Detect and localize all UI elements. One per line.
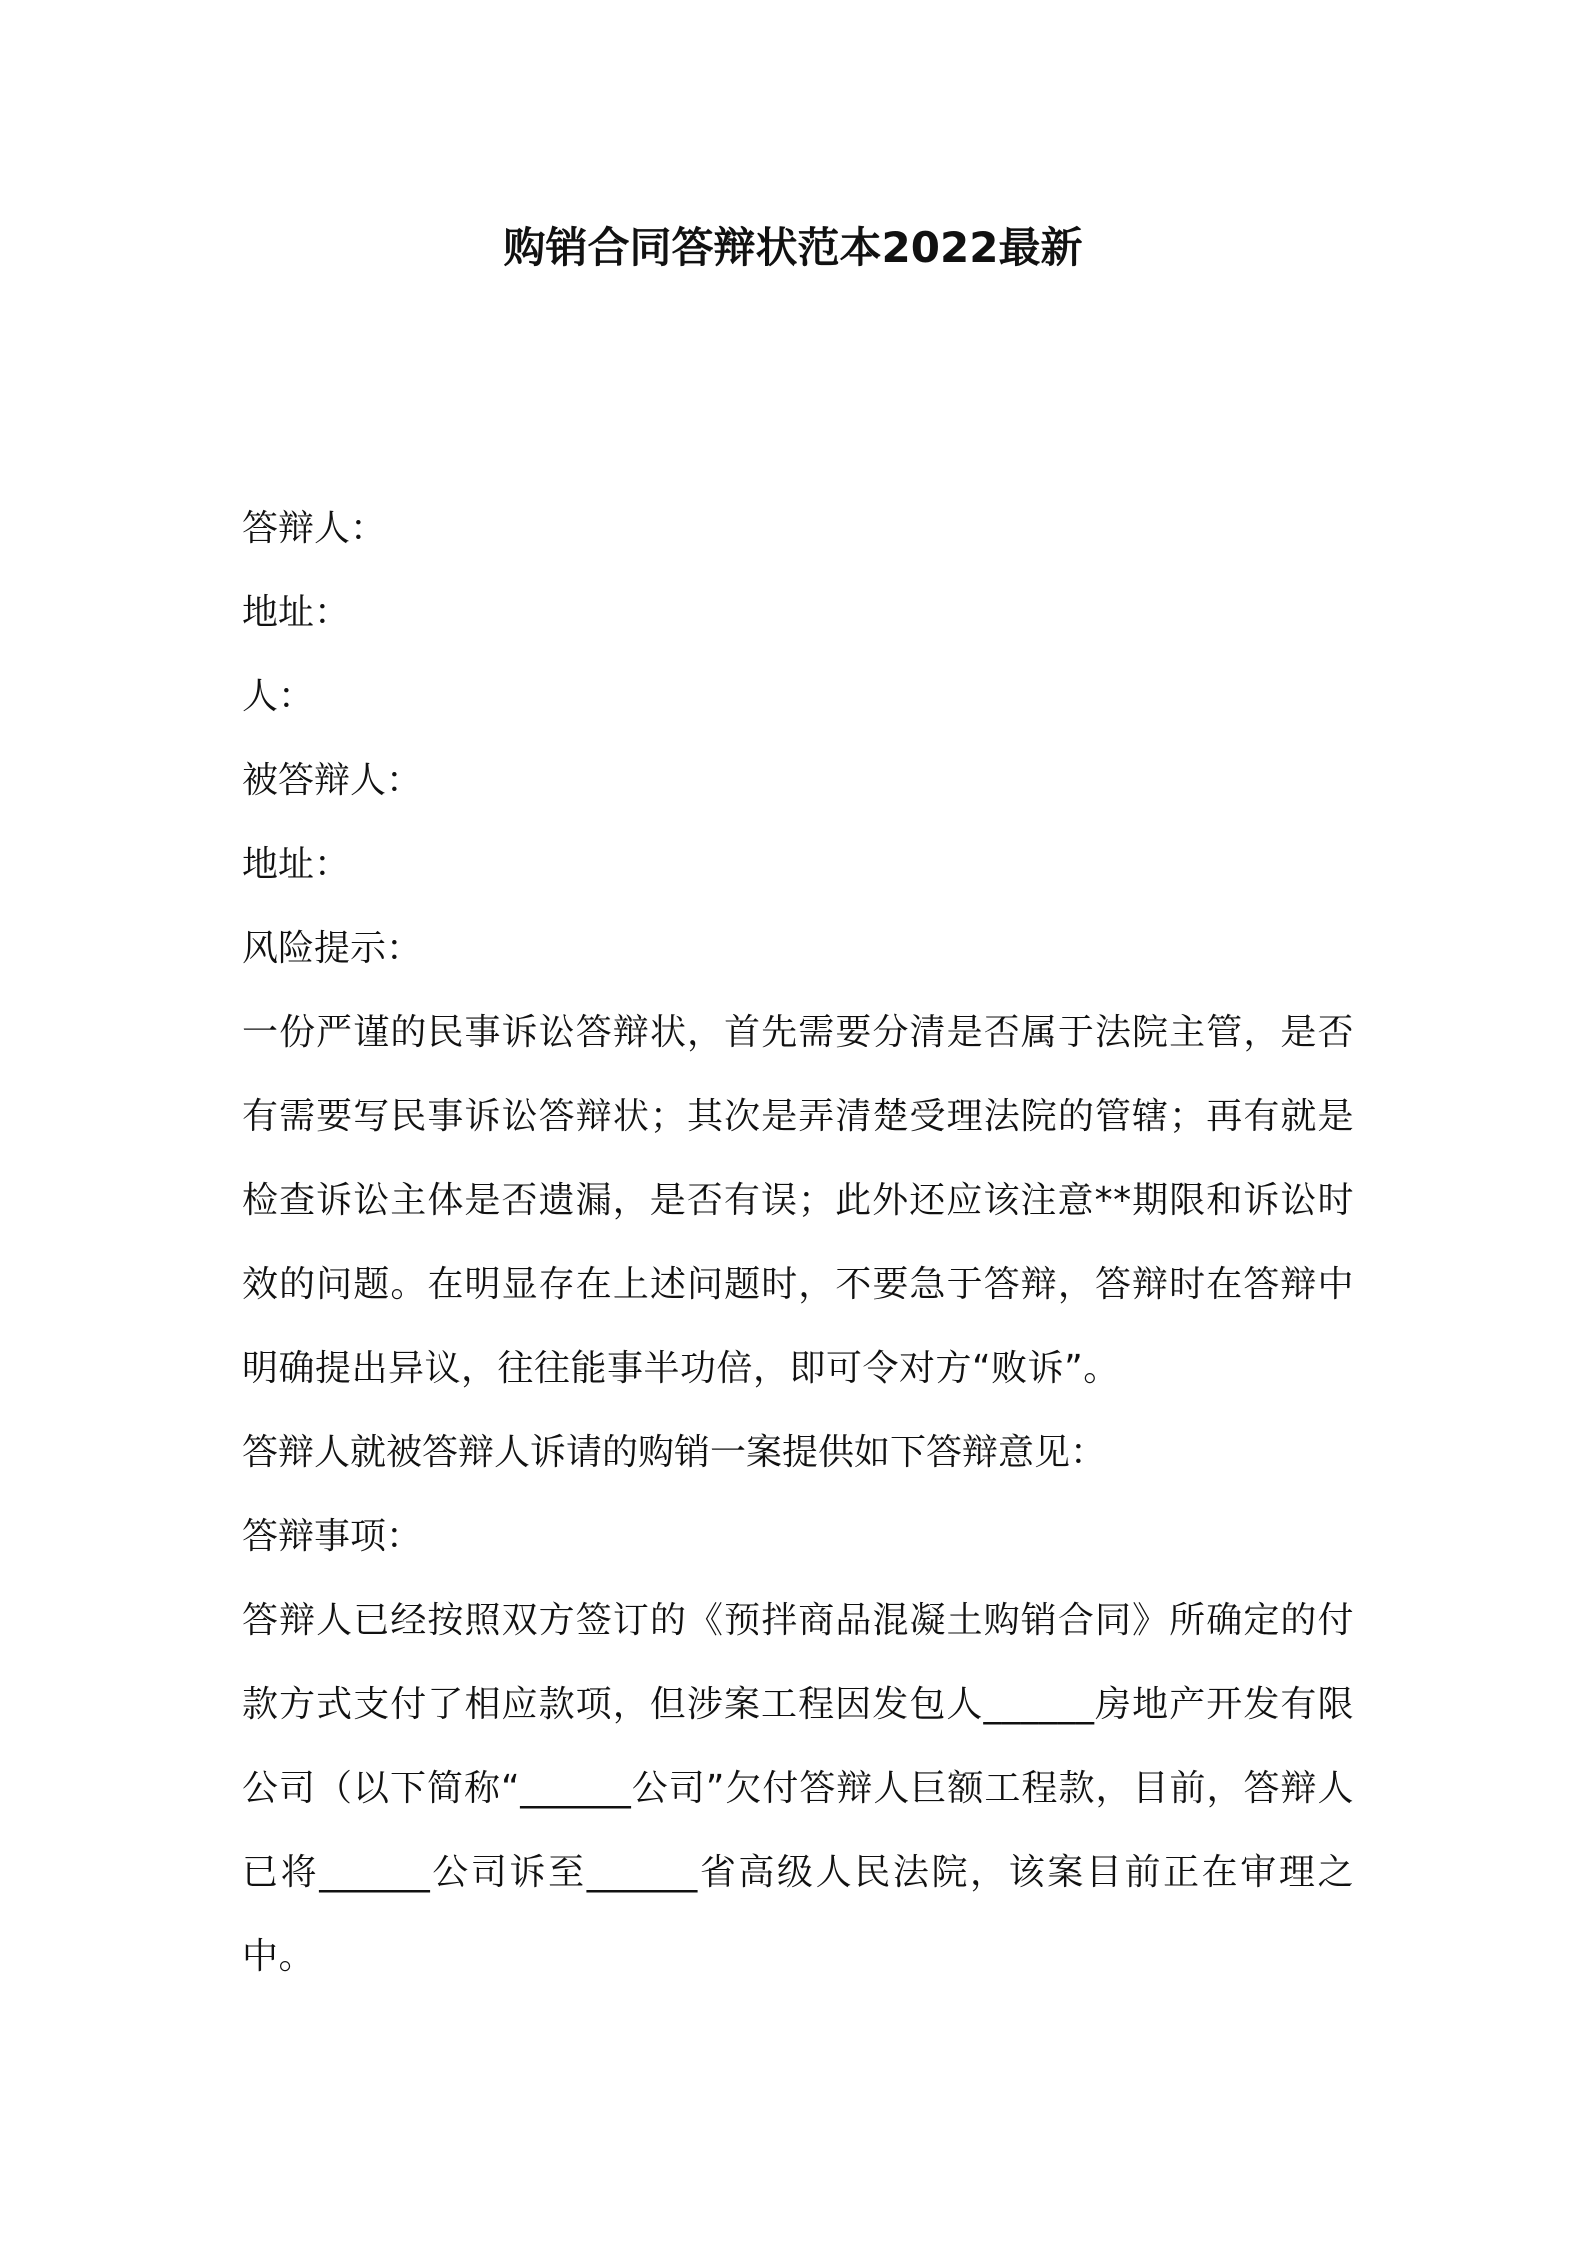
field-plaintiff: 被答辩人： — [242, 760, 423, 801]
field-risk-label: 风险提示： — [242, 928, 423, 969]
document-body — [242, 487, 1354, 1999]
field-person: 人： — [242, 676, 315, 717]
intro-line: 答辩人就被答辩人诉请的购销一案提供如下答辩意见： — [242, 1432, 1107, 1473]
field-respondent: 答辩人： — [242, 508, 387, 549]
document-title: 购销合同答辩状范本2022最新 — [503, 223, 1083, 272]
matters-paragraph: 答辩人已经按照双方签订的《预拌商品混凝土购销合同》所确定的付款方式支付了相应款项，但涉案工程因发包人______房地产开发有限公司（以下简称“______公司”欠付答辩人巨额工程款，目前，答辩人已将______公司诉至______省高级人民法院，该案目前正在审理之中。 — [242, 1600, 1354, 1977]
field-address: 地址： — [242, 592, 351, 633]
risk-paragraph: 一份严谨的民事诉讼答辩状，首先需要分清是否属于法院主管，是否有需要写民事诉讼答辩状；其次是弄清楚受理法院的管辖；再有就是检查诉讼主体是否遗漏，是否有误；此外还应该注意**期限和诉讼时效的问题。在明显存在上述问题时，不要急于答辩，答辩时在答辩中明确提出异议，往往能事半功倍，即可令对方“败诉”。 — [242, 1012, 1354, 1389]
field-plaintiff-address: 地址： — [242, 844, 351, 885]
matters-label: 答辩事项： — [242, 1516, 423, 1557]
